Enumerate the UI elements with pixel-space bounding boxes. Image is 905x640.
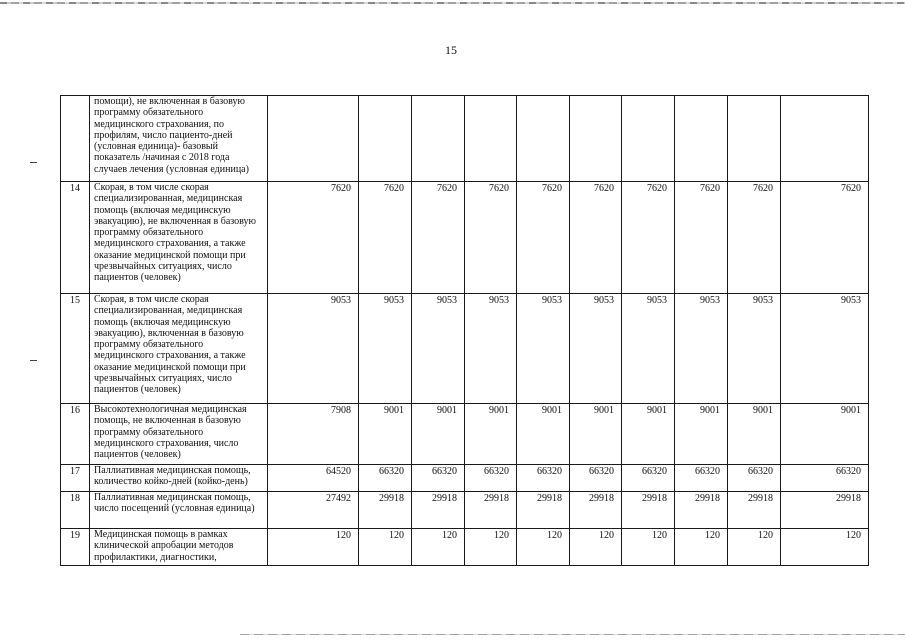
table-row <box>61 96 869 182</box>
value-cell: 9001 <box>570 404 622 465</box>
value-cell: 9001 <box>728 404 781 465</box>
table-body <box>61 96 869 566</box>
row-description: Паллиативная медицинская помощь, количество койко-дней (койко-день) <box>90 465 268 492</box>
row-number: 17 <box>61 465 90 492</box>
table-row <box>61 294 869 404</box>
value-cell: 120 <box>465 529 517 566</box>
value-cell: 120 <box>359 529 412 566</box>
value-cell: 29918 <box>622 492 675 529</box>
value-cell: 9053 <box>465 294 517 404</box>
value-cell: 29918 <box>412 492 465 529</box>
value-cell: 7620 <box>622 182 675 294</box>
value-cell: 27492 <box>268 492 359 529</box>
value-cell <box>517 96 570 182</box>
value-cell: 29918 <box>570 492 622 529</box>
value-cell: 29918 <box>675 492 728 529</box>
value-cell: 9053 <box>517 294 570 404</box>
margin-mark <box>30 360 37 361</box>
value-cell: 29918 <box>465 492 517 529</box>
margin-mark <box>30 162 37 163</box>
value-cell: 29918 <box>781 492 869 529</box>
row-number: 14 <box>61 182 90 294</box>
row-number: 19 <box>61 529 90 566</box>
value-cell <box>570 96 622 182</box>
row-description: Паллиативная медицинская помощь, число посещений (условная единица) <box>90 492 268 529</box>
table-row <box>61 404 869 465</box>
table-row <box>61 529 869 566</box>
value-cell: 29918 <box>359 492 412 529</box>
value-cell: 120 <box>622 529 675 566</box>
value-cell: 9001 <box>465 404 517 465</box>
value-cell <box>268 96 359 182</box>
row-number: 18 <box>61 492 90 529</box>
value-cell: 9053 <box>781 294 869 404</box>
value-cell: 7908 <box>268 404 359 465</box>
value-cell: 9001 <box>675 404 728 465</box>
value-cell: 66320 <box>728 465 781 492</box>
value-cell: 66320 <box>465 465 517 492</box>
value-cell: 9001 <box>781 404 869 465</box>
value-cell: 9053 <box>570 294 622 404</box>
value-cell: 7620 <box>268 182 359 294</box>
value-cell: 9001 <box>622 404 675 465</box>
value-cell: 120 <box>675 529 728 566</box>
value-cell: 120 <box>781 529 869 566</box>
value-cell: 9053 <box>359 294 412 404</box>
value-cell: 9053 <box>728 294 781 404</box>
value-cell: 66320 <box>570 465 622 492</box>
value-cell <box>622 96 675 182</box>
value-cell: 9053 <box>622 294 675 404</box>
value-cell: 9001 <box>359 404 412 465</box>
scan-edge-bottom <box>240 634 905 635</box>
value-cell <box>781 96 869 182</box>
value-cell <box>465 96 517 182</box>
value-cell: 66320 <box>359 465 412 492</box>
value-cell: 7620 <box>359 182 412 294</box>
value-cell: 66320 <box>412 465 465 492</box>
page-number: 15 <box>445 43 457 57</box>
value-cell: 120 <box>517 529 570 566</box>
row-description: Скорая, в том числе скорая специализированная, медицинская помощь (включая медицинскую эвакуацию), не включенная в базовую программу обязательного медицинского страхования, а также оказание медицинской помощи при чрезвычайных ситуациях, число пациентов (человек) <box>90 182 268 294</box>
scan-edge-top <box>0 2 905 4</box>
row-description: помощи), не включенная в базовую программу обязательного медицинского страхования, по профилям, число пациенто-дней (условная единица)- базовый показатель /начиная с 2018 года случаев лечения (условная единица) <box>90 96 268 182</box>
table-row <box>61 465 869 492</box>
table-row <box>61 492 869 529</box>
value-cell <box>675 96 728 182</box>
row-number <box>61 96 90 182</box>
value-cell: 7620 <box>517 182 570 294</box>
value-cell: 7620 <box>465 182 517 294</box>
value-cell: 7620 <box>781 182 869 294</box>
value-cell: 7620 <box>570 182 622 294</box>
value-cell: 66320 <box>517 465 570 492</box>
value-cell <box>359 96 412 182</box>
row-description: Скорая, в том числе скорая специализированная, медицинская помощь (включая медицинскую эвакуацию), включенная в базовую программу обязательного медицинского страхования, а также оказание медицинской помощи при чрезвычайных ситуациях, число пациентов (человек) <box>90 294 268 404</box>
value-cell: 64520 <box>268 465 359 492</box>
value-cell: 9053 <box>268 294 359 404</box>
row-number: 16 <box>61 404 90 465</box>
value-cell: 9053 <box>675 294 728 404</box>
value-cell: 9001 <box>412 404 465 465</box>
value-cell: 66320 <box>675 465 728 492</box>
value-cell: 7620 <box>675 182 728 294</box>
value-cell: 120 <box>570 529 622 566</box>
value-cell: 9053 <box>412 294 465 404</box>
value-cell: 29918 <box>517 492 570 529</box>
value-cell: 120 <box>728 529 781 566</box>
row-description: Высокотехнологичная медицинская помощь, не включенная в базовую программу обязательного медицинского страхования, число пациентов (человек) <box>90 404 268 465</box>
value-cell: 66320 <box>781 465 869 492</box>
table-row <box>61 182 869 294</box>
value-cell <box>728 96 781 182</box>
row-number: 15 <box>61 294 90 404</box>
value-cell: 120 <box>268 529 359 566</box>
value-cell: 7620 <box>412 182 465 294</box>
value-cell <box>412 96 465 182</box>
row-description: Медицинская помощь в рамках клинической апробации методов профилактики, диагностики, <box>90 529 268 566</box>
indicators-table <box>60 95 869 566</box>
value-cell: 66320 <box>622 465 675 492</box>
value-cell: 7620 <box>728 182 781 294</box>
value-cell: 9001 <box>517 404 570 465</box>
value-cell: 29918 <box>728 492 781 529</box>
value-cell: 120 <box>412 529 465 566</box>
